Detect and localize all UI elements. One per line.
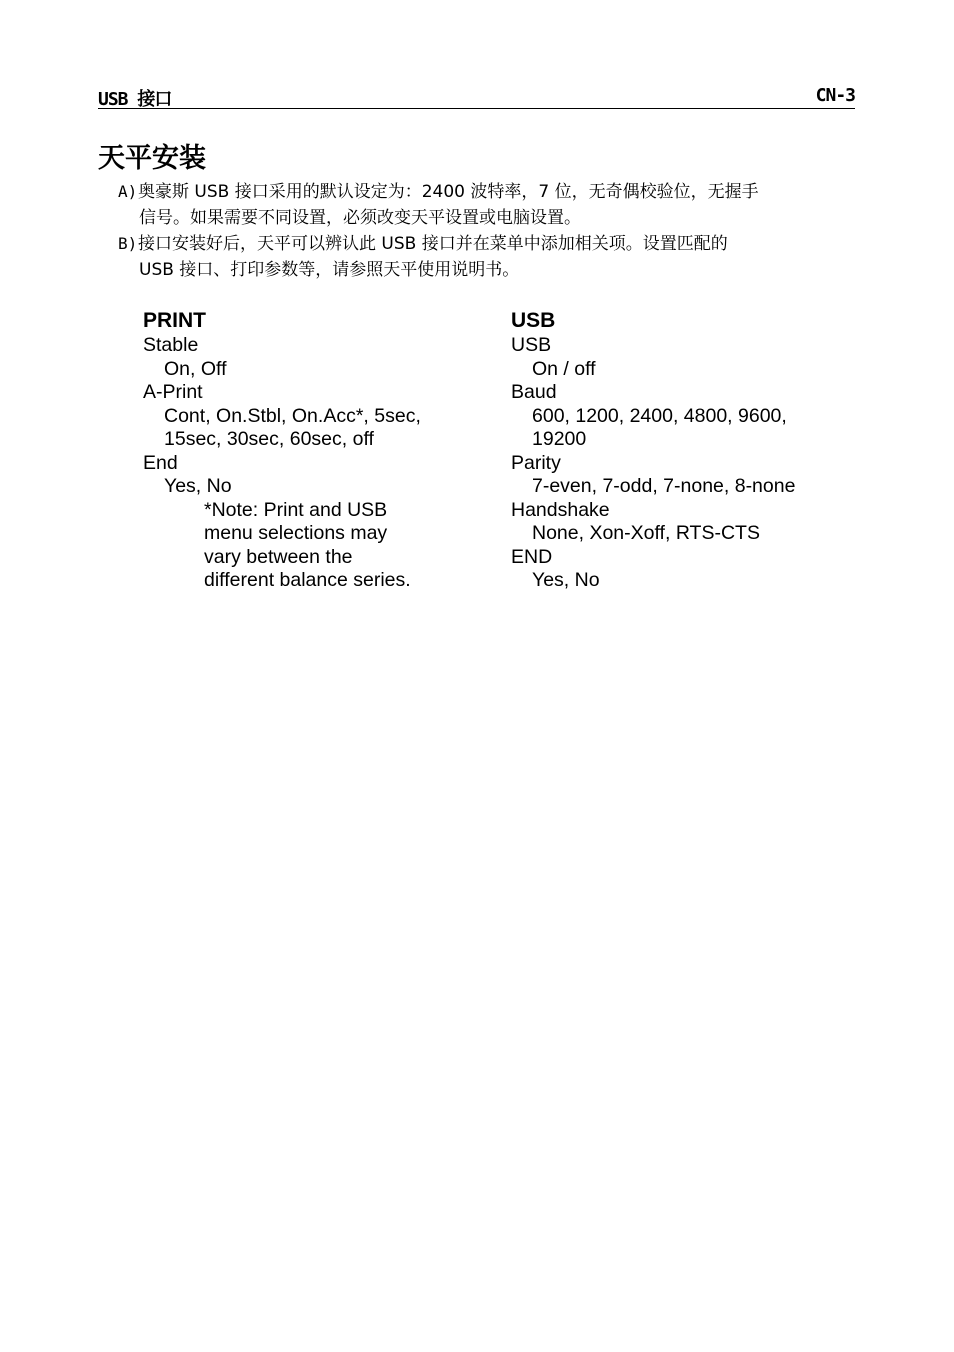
print-footnote-3: vary between the <box>204 545 353 568</box>
header-page-number: CN-3 <box>815 85 855 106</box>
note-a-text2: 信号。如果需要不同设置，必须改变天平设置或电脑设置。 <box>139 208 581 228</box>
usb-usb-label: USB <box>511 334 552 356</box>
note-b-text1: 接口安装好后，天平可以辨认此 USB 接口并在菜单中添加相关项。设置匹配的 <box>138 234 728 254</box>
print-aprint-values-2: 15sec, 30sec, 60sec, off <box>164 428 374 450</box>
note-a <box>118 179 858 231</box>
note-b-line1 <box>118 231 858 257</box>
note-b-marker: B) <box>118 234 138 253</box>
usb-usb-values: On / off <box>532 357 596 380</box>
usb-parity-label: Parity <box>511 451 561 474</box>
usb-baud-values-2: 19200 <box>532 428 587 450</box>
print-footnote-2: menu selections may <box>204 522 388 544</box>
print-aprint-label: A-Print <box>143 381 203 403</box>
usb-baud-label: Baud <box>511 381 557 403</box>
usb-baud-values-1: 600, 1200, 2400, 4800, 9600, <box>532 404 787 427</box>
print-footnote-1: *Note: Print and USB <box>204 498 388 521</box>
usb-parity-values: 7-even, 7-odd, 7-none, 8-none <box>532 475 796 497</box>
print-aprint-values-1: Cont, On.Stbl, On.Acc*, 5sec, <box>164 404 421 427</box>
print-end-label: End <box>143 451 178 474</box>
section-title: 天平安装 <box>98 143 206 174</box>
note-a-marker: A) <box>118 182 138 201</box>
print-footnote-4: different balance series. <box>204 569 411 591</box>
print-stable-values: On, Off <box>164 357 227 380</box>
print-menu-column <box>143 308 473 593</box>
usb-handshake-values: None, Xon-Xoff, RTS-CTS <box>532 522 760 544</box>
note-b-text2: USB 接口、打印参数等，请参照天平使用说明书。 <box>139 260 520 280</box>
note-b <box>118 231 858 283</box>
usb-menu-column <box>511 308 851 593</box>
header-section-name: USB 接口 <box>98 89 172 110</box>
note-a-line1 <box>118 179 858 205</box>
print-menu-title: PRINT <box>143 309 206 332</box>
print-end-values: Yes, No <box>164 475 232 497</box>
usb-end-values: Yes, No <box>532 569 600 591</box>
print-stable-label: Stable <box>143 334 199 356</box>
usb-end-label: END <box>511 545 553 568</box>
usb-menu-title: USB <box>511 309 556 332</box>
page-header <box>98 84 855 109</box>
usb-handshake-label: Handshake <box>511 498 610 521</box>
note-a-text1: 奥豪斯 USB 接口采用的默认设定为：2400 波特率，7 位，无奇偶校验位，无握手 <box>138 182 759 202</box>
